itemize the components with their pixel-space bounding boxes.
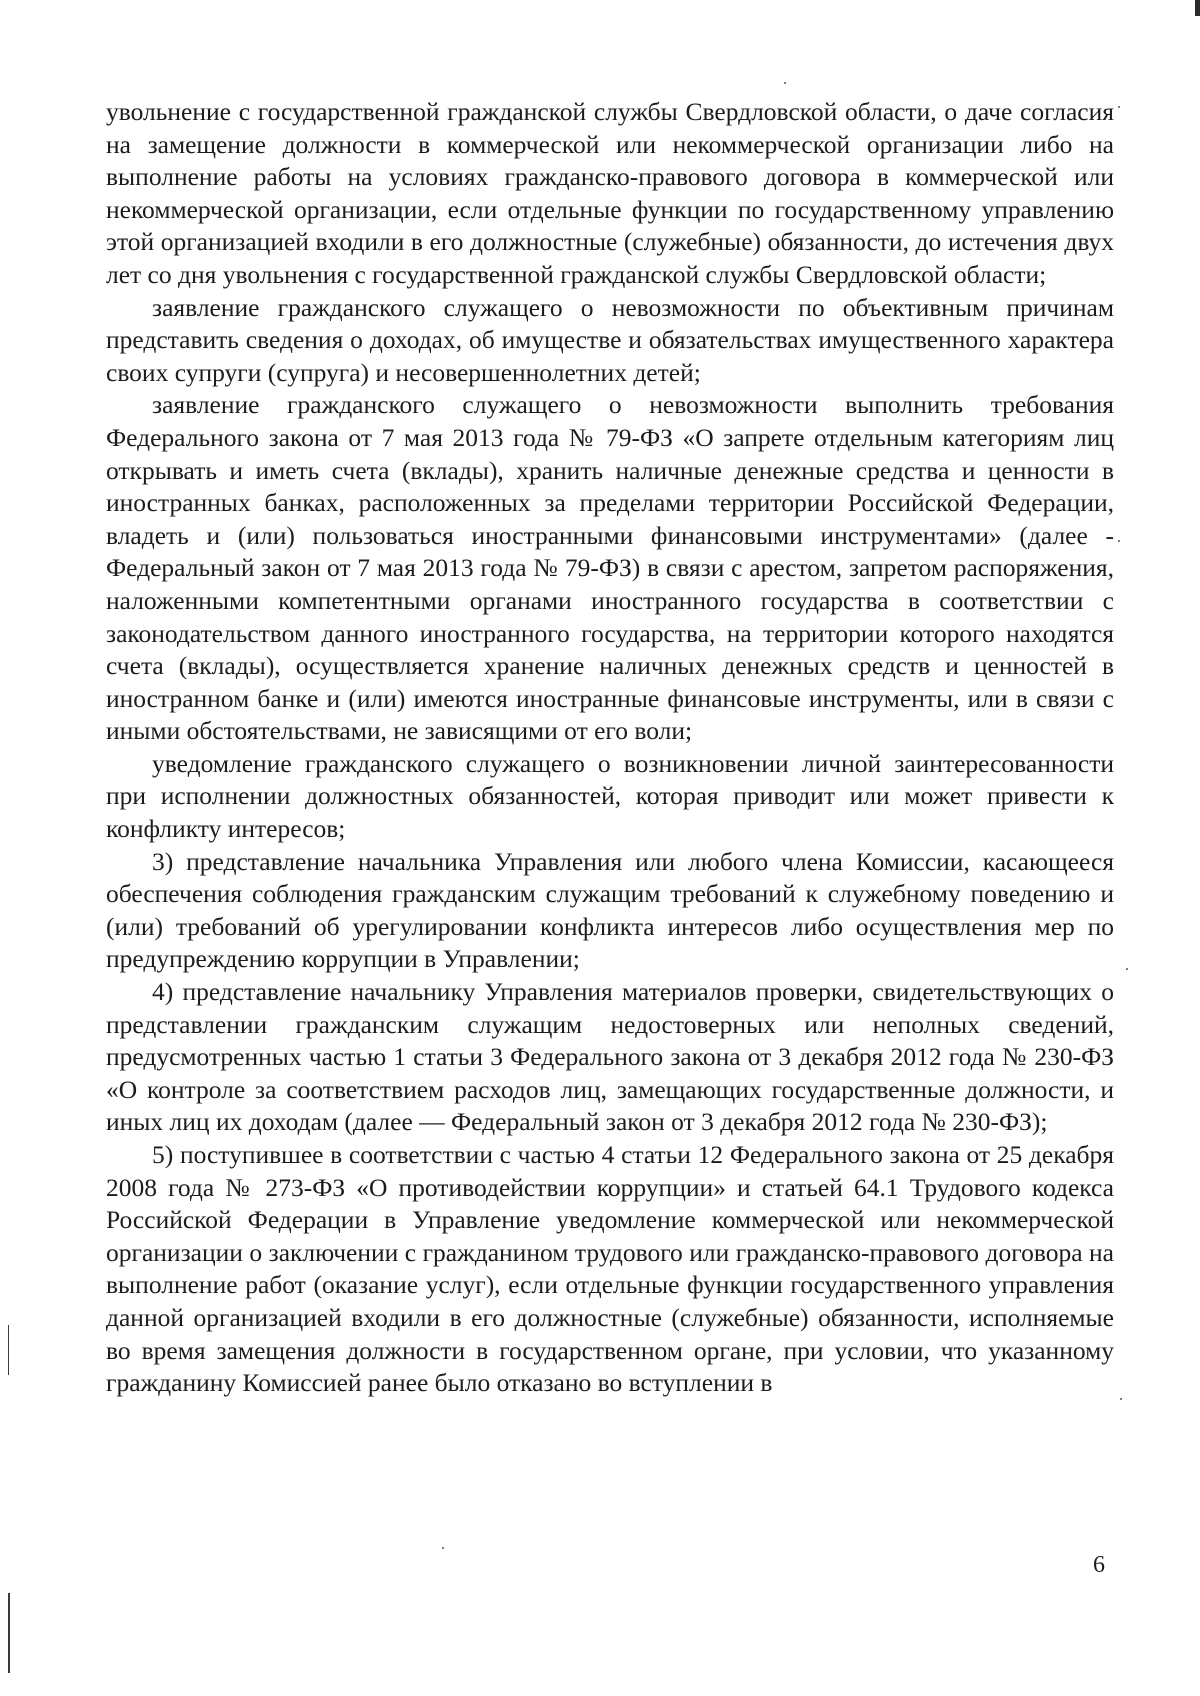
document-body xyxy=(106,96,1114,1400)
paragraph: заявление гражданского служащего о невозможности выполнить требования Федерального закона от 7 мая 2013 года № 79-ФЗ «О запрете отдельным категориям лиц открывать и иметь счета (вклады), хранить наличные денежные средства и ценности в иностранных банках, расположенных за пределами территории Российской Федерации, владеть и (или) пользоваться иностранными финансовыми инструментами» (далее - Федеральный закон от 7 мая 2013 года № 79-ФЗ) в связи с арестом, запретом распоряжения, наложенными компетентными органами иностранного государства в соответствии с законодательством данного иностранного государства, на территории которого находятся счета (вклады), осуществляется хранение наличных денежных средств и ценностей в иностранном банке и (или) имеются иностранные финансовые инструменты, или в связи с иными обстоятельствами, не зависящими от его воли; xyxy=(106,390,1114,746)
scan-edge-mark xyxy=(8,1593,10,1673)
scan-edge-mark xyxy=(8,1325,9,1375)
scan-speck xyxy=(1118,540,1120,542)
scan-speck xyxy=(1120,1398,1122,1400)
scan-speck xyxy=(1126,968,1128,970)
scan-speck xyxy=(442,1547,444,1549)
paragraph: уведомление гражданского служащего о возникновении личной заинтересованности при исполнении должностных обязанностей, которая приводит или может привести к конфликту интересов; xyxy=(106,748,1114,844)
scan-edge-mark xyxy=(1195,0,1200,16)
page-number: 6 xyxy=(1093,1552,1105,1578)
scan-speck xyxy=(784,82,786,84)
paragraph: 3) представление начальника Управления или любого члена Комиссии, касающееся обеспечения соблюдения гражданским служащим требований к служебному поведению и (или) требований об урегулировании конфликта интересов либо осуществления мер по предупреждению коррупции в Управлении; xyxy=(106,846,1114,974)
scan-speck xyxy=(1118,106,1120,108)
paragraph: 5) поступившее в соответствии с частью 4 статьи 12 Федерального закона от 25 декабря 2008 года № 273-ФЗ «О противодействии коррупции» и статьей 64.1 Трудового кодекса Российской Федерации в Управление уведомление коммерческой или некоммерческой организации о заключении с гражданином трудового или гражданско-правового договора на выполнение работ (оказание услуг), если отдельные функции государственного управления данной организацией входили в его должностные (служебные) обязанности, исполняемые во время замещения должности в государственном органе, при условии, что указанному гражданину Комиссией ранее было отказано во вступлении в xyxy=(106,1140,1114,1398)
paragraph: 4) представление начальнику Управления материалов проверки, свидетельствующих о представлении гражданским служащим недостоверных или неполных сведений, предусмотренных частью 1 статьи 3 Федерального закона от 3 декабря 2012 года № 230-ФЗ «О контроле за соответствием расходов лиц, замещающих государственные должности, и иных лиц их доходам (далее — Федеральный закон от 3 декабря 2012 года № 230-ФЗ); xyxy=(106,977,1114,1137)
paragraph: заявление гражданского служащего о невозможности по объективным причинам представить сведения о доходах, об имуществе и обязательствах имущественного характера своих супруги (супруга) и несовершеннолетних детей; xyxy=(106,292,1114,387)
paragraph: увольнение с государственной гражданской службы Свердловской области, о даче согласия на замещение должности в коммерческой или некоммерческой организации либо на выполнение работы на условиях гражданско-правового договора в коммерческой или некоммерческой организации, если отдельные функции по государственному управлению этой организацией входили в его должностные (служебные) обязанности, до истечения двух лет со дня увольнения с государственной гражданской службы Свердловской области; xyxy=(106,97,1114,289)
